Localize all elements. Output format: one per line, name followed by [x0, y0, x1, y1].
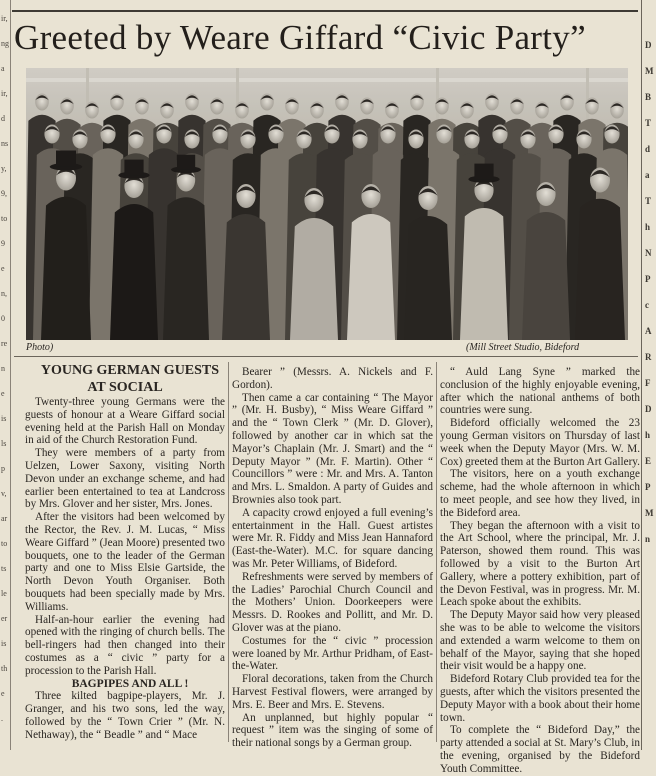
article-paragraph: The Deputy Mayor said how very pleased she was to be able to welcome the visitors and extended a warm welcome to them on behalf of the Mayor, saying that she hoped their visit would be a happy one.	[440, 609, 640, 673]
top-rule	[12, 10, 638, 12]
group-photograph	[26, 68, 628, 340]
margin-text-fragment: D	[645, 404, 652, 414]
margin-text-fragment: p	[1, 464, 5, 473]
margin-text-fragment: th	[1, 664, 8, 673]
margin-text-fragment: h	[645, 430, 651, 440]
left-margin-strip	[0, 0, 11, 750]
headline: Greeted by Weare Giffard “Civic Party”	[14, 18, 586, 57]
article-paragraph: After the visitors had been welcomed by the Rector, the Rev. J. M. Lucas, “ Miss Weare Giffard ” (Jean Moore) presented two bouquets, one to the leader of the German party and one to Miss Elsie Gartside, the North Devon Youth Organiser. Both bouquets had been specially made by Mrs. Williams.	[25, 511, 225, 613]
margin-text-fragment: ir,	[1, 14, 8, 23]
margin-text-fragment: A	[645, 326, 652, 336]
article-paragraph: They began the afternoon with a visit to the Art School, where the principal, Mr. J. Paterson, showed them round. This was followed by a visit to the Burton Art Gallery, where a pottery exhibition, part of the Devon Festival, was in progress. Mr. M. Leach spoke about the exhibits.	[440, 519, 640, 609]
margin-text-fragment: ns	[1, 139, 9, 148]
photo-credit-left: Photo)	[26, 342, 54, 353]
article-paragraph: Refreshments were served by members of the Ladies’ Parochial Church Council and the Mothers’ Union. Doorkeepers were Messrs. D. Rookes and Pollitt, and Mr. D. Glover was at the piano.	[232, 570, 433, 634]
article-paragraph: An unplanned, but highly popular “ request ” item was the singing of some of their national songs by a German group.	[232, 711, 433, 750]
article-paragraph: To complete the “ Bideford Day,” the party attended a social at St. Mary’s Club, in the evening, organised by the Bideford Youth Committee.	[440, 724, 640, 775]
margin-text-fragment: ar	[1, 514, 8, 523]
margin-text-fragment: ls	[1, 439, 7, 448]
margin-text-fragment: N	[645, 248, 652, 258]
margin-text-fragment: c	[645, 300, 649, 310]
margin-text-fragment: P	[645, 482, 651, 492]
margin-text-fragment: to	[1, 539, 8, 548]
margin-text-fragment: 9,	[1, 189, 7, 198]
article-paragraph: They were members of a party from Uelzen, Lower Saxony, visiting North Devon under an exchange scheme, and had earlier been entertained to tea at Landcross by Mrs. Glover and her sister, Mrs. Jones.	[25, 447, 225, 511]
margin-text-fragment: d	[1, 114, 5, 123]
margin-text-fragment: R	[645, 352, 652, 362]
margin-text-fragment: er	[1, 614, 8, 623]
group-photo-image	[26, 68, 628, 340]
margin-text-fragment: n	[645, 534, 651, 544]
margin-text-fragment: is	[1, 639, 7, 648]
margin-text-fragment: y,	[1, 164, 7, 173]
photo-rule	[14, 356, 638, 357]
margin-text-fragment: ts	[1, 564, 7, 573]
margin-text-fragment: e	[1, 689, 5, 698]
margin-text-fragment: T	[645, 118, 652, 128]
margin-text-fragment: F	[645, 378, 651, 388]
article-column-3	[440, 366, 640, 776]
article-paragraph: Bideford officially welcomed the 23 young German visitors on Thursday of last week when the Deputy Mayor (Mrs. W. M. Cox) greeted them at the Burton Art Gallery.	[440, 417, 640, 468]
article-paragraph: Half-an-hour earlier the evening had opened with the ringing of church bells. The bell-ringers had then changed into their costumes as a “ civic ” party for a procession to the Parish Hall.	[25, 613, 225, 677]
margin-text-fragment: ng	[1, 39, 9, 48]
article-column-1	[25, 362, 225, 742]
margin-text-fragment: ir,	[1, 89, 8, 98]
article-paragraph: The visitors, here on a youth exchange scheme, had the whole afternoon in which to meet people, and see how they lived, in the Bideford area.	[440, 468, 640, 519]
margin-text-fragment: n	[1, 364, 5, 373]
article-paragraph: Costumes for the “ civic ” procession were loaned by Mr. Arthur Pridham, of East-the-Water.	[232, 634, 433, 673]
article-paragraph: Then came a car containing “ The Mayor ” (Mr. H. Busby), “ Miss Weare Giffard ” and the “ Town Clerk ” (Mr. D. Glover), followed by another car in which sat the Mayor’s Chaplain (Mr. J. Smart) and the “ Deputy Mayor ” (Mr. F. Martin). Other “ Councillors ” were : Mr. and Mrs. A. Tanton and Mrs. L. Smaldon. A party of Guides and Brownies also took part.	[232, 391, 433, 506]
right-margin-strip	[641, 0, 656, 750]
margin-text-fragment: to	[1, 214, 8, 223]
column-divider	[436, 362, 437, 742]
article-paragraph: Bearer ” (Messrs. A. Nickels and F. Gordon).	[232, 366, 433, 391]
article-column-2	[232, 366, 433, 750]
margin-text-fragment: 9	[1, 239, 5, 248]
margin-text-fragment: n,	[1, 289, 7, 298]
margin-text-fragment: D	[645, 40, 652, 50]
margin-text-fragment: B	[645, 92, 652, 102]
margin-text-fragment: 0	[1, 314, 5, 323]
article-paragraph: A capacity crowd enjoyed a full evening’s entertainment in the Hall. Guest artistes were Mr. R. Fiddy and Miss Jean Hannaford (East-the-Water). M.C. for square dancing was Mr. Peter Williams, of Bideford.	[232, 506, 433, 570]
margin-text-fragment: is	[1, 414, 7, 423]
margin-text-fragment: E	[645, 456, 652, 466]
margin-text-fragment: .	[1, 714, 3, 723]
photo-credit-right: (Mill Street Studio, Bideford	[466, 342, 580, 353]
margin-text-fragment: a	[1, 64, 5, 73]
article-paragraph: Floral decorations, taken from the Church Harvest Festival flowers, were arranged by Mrs. E. Beer and Mrs. E. Stevens.	[232, 673, 433, 711]
article-subhead: YOUNG GERMAN GUESTS AT SOCIAL	[40, 363, 220, 395]
article-paragraph: Three kilted bagpipe-players, Mr. J. Granger, and his two sons, led the way, followed by the “ Town Crier ” (Mr. N. Nethaway), the “ Beadle ” and “ Mace	[25, 690, 225, 741]
column-divider	[228, 362, 229, 742]
margin-text-fragment: a	[645, 170, 650, 180]
margin-text-fragment: h	[645, 222, 651, 232]
margin-text-fragment: M	[645, 508, 654, 518]
article-paragraph: “ Auld Lang Syne ” marked the conclusion of the highly enjoyable evening, after which the national anthems of both countries were sung.	[440, 366, 640, 417]
margin-text-fragment: re	[1, 339, 8, 348]
margin-text-fragment: v,	[1, 489, 7, 498]
article-paragraph: Bideford Rotary Club provided tea for the guests, after which the visitors presented the Deputy Mayor with a book about their home town.	[440, 673, 640, 724]
margin-text-fragment: d	[645, 144, 651, 154]
margin-text-fragment: T	[645, 196, 652, 206]
margin-text-fragment: e	[1, 389, 5, 398]
margin-text-fragment: le	[1, 589, 7, 598]
margin-text-fragment: P	[645, 274, 651, 284]
article-paragraph: Twenty-three young Germans were the guests of honour at a Weare Giffard social evening held at the Parish Hall on Monday in aid of the Church Restoration Fund.	[25, 396, 225, 447]
margin-text-fragment: e	[1, 264, 5, 273]
crosshead: BAGPIPES AND ALL !	[71, 677, 189, 690]
margin-text-fragment: M	[645, 66, 654, 76]
